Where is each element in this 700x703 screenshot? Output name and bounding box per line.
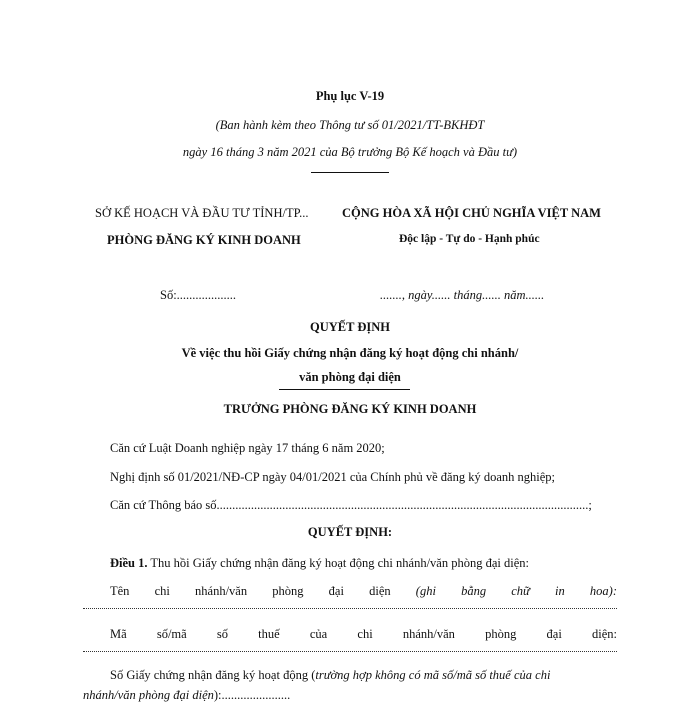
decision-subject-line-1: Về việc thu hồi Giấy chứng nhận đăng ký hoạt động chi nhánh/	[181, 346, 519, 360]
legal-basis-3: Căn cứ Thông báo số.......................................................................................................................;	[110, 498, 592, 512]
word: hoa):	[589, 584, 617, 598]
document-number: Số:...................	[160, 288, 237, 302]
issued-with-line-1: (Ban hành kèm theo Thông tư số 01/2021/TT-BKHĐT	[215, 118, 485, 132]
word: đại	[328, 584, 344, 598]
certificate-number-line	[110, 668, 550, 683]
word: Mã	[110, 627, 127, 641]
word: chữ	[511, 584, 530, 598]
word: số/mã	[156, 627, 187, 641]
word: nhánh/văn	[402, 627, 455, 641]
national-motto: Độc lập - Tự do - Hạnh phúc	[399, 233, 540, 245]
tax-code-fill-line[interactable]	[83, 651, 617, 652]
national-title: CỘNG HÒA XÃ HỘI CHỦ NGHĨA VIỆT NAM	[342, 206, 601, 220]
decision-subject-line-2: văn phòng đại diện	[299, 370, 401, 384]
word: thuế	[258, 627, 280, 641]
article-1-text: Thu hồi Giấy chứng nhận đăng ký hoạt động chi nhánh/văn phòng đại diện:	[147, 556, 529, 570]
certificate-number-line-2	[83, 688, 290, 703]
word: Tên	[110, 584, 130, 598]
word: chi	[357, 627, 373, 641]
decision-title: QUYẾT ĐỊNH	[310, 320, 390, 334]
word: nhánh/văn	[195, 584, 248, 598]
decision-authority: TRƯỞNG PHÒNG ĐĂNG KÝ KINH DOANH	[223, 402, 477, 416]
appendix-title: Phụ lục V-19	[315, 89, 385, 103]
word: bằng	[461, 584, 487, 598]
document-date: ......., ngày...... tháng...... năm......	[380, 288, 545, 302]
word: chi	[154, 584, 170, 598]
word: của	[309, 627, 328, 641]
header-divider	[311, 172, 389, 173]
agency-name: SỞ KẾ HOẠCH VÀ ĐẦU TƯ TỈNH/TP...	[95, 206, 309, 220]
subject-underline	[279, 389, 410, 390]
word: in	[555, 584, 565, 598]
decides-heading: QUYẾT ĐỊNH:	[307, 525, 393, 539]
certificate-fill[interactable]: ):......................	[213, 688, 291, 702]
word: phòng	[272, 584, 304, 598]
certificate-note-cont: nhánh/văn phòng đại diện	[83, 688, 214, 702]
word: diện:	[591, 627, 617, 641]
tax-code-line	[110, 627, 617, 642]
legal-basis-2: Nghị định số 01/2021/NĐ-CP ngày 04/01/2021 của Chính phủ về đăng ký doanh nghiệp;	[110, 470, 555, 484]
certificate-note: trường hợp không có mã số/mã số thuế của chi	[315, 668, 551, 682]
agency-department: PHÒNG ĐĂNG KÝ KINH DOANH	[107, 233, 301, 247]
branch-name-fill-line[interactable]	[83, 608, 617, 609]
legal-basis-1: Căn cứ Luật Doanh nghiệp ngày 17 tháng 6 năm 2020;	[110, 441, 385, 455]
article-1	[110, 556, 529, 571]
word: số	[216, 627, 228, 641]
word: diện	[369, 584, 391, 598]
issued-with-line-2: ngày 16 tháng 3 năm 2021 của Bộ trưởng Bộ Kế hoạch và Đầu tư)	[182, 145, 518, 159]
article-1-label: Điều 1.	[110, 556, 148, 570]
word: phòng	[485, 627, 517, 641]
word: (ghi	[415, 584, 436, 598]
branch-name-line	[110, 584, 617, 599]
word: đại	[546, 627, 562, 641]
certificate-lead: Số Giấy chứng nhận đăng ký hoạt động (	[110, 668, 316, 682]
